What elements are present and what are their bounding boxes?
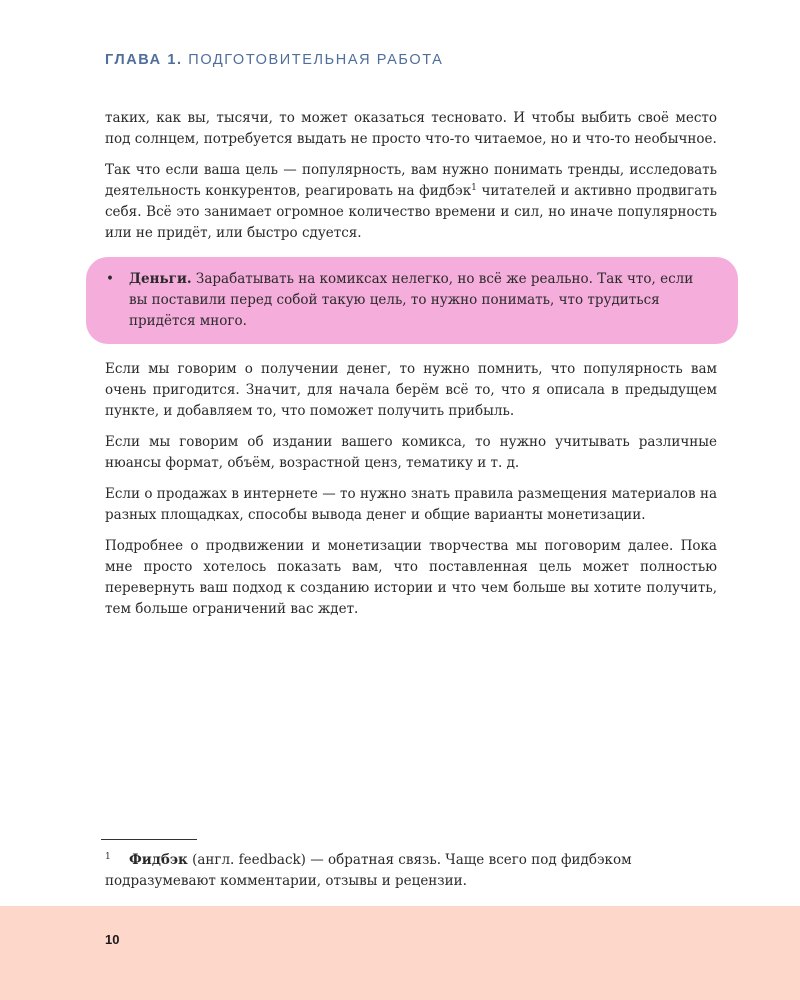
callout-list (106, 269, 710, 332)
paragraph: Если мы говорим об издании вашего комикса, то нужно учитывать различные нюансы формат, объём, возрастной ценз, тематику и т. д. (105, 434, 717, 471)
running-head (105, 52, 443, 68)
paragraph-text: читателей и активно продвигать себя. Всё это занимает огромное количество времени и сил, но иначе популярность или не придёт, или быстро сдуется. (105, 183, 717, 241)
paragraph: Если о продажах в интернете — то нужно знать правила размещения материалов на разных площадках, способы вывода денег и общие варианты монетизации. (105, 486, 717, 523)
callout-text: Зарабатывать на комиксах нелегко, но всё же реально. Так что, если вы поставили перед собой такую цель, то нужно понимать, что трудиться придётся много. (129, 271, 694, 329)
body-text-bottom (105, 359, 717, 630)
footnote-reference: 1 (471, 183, 477, 193)
callout-term: Деньги. (129, 271, 192, 287)
footnote-mark: 1 (105, 852, 111, 862)
footnote-divider (101, 839, 197, 840)
page-number: 10 (105, 932, 120, 947)
callout-list-item (106, 269, 710, 332)
footnote (105, 850, 717, 892)
body-text-top (105, 108, 717, 254)
footnote-term: Фидбэк (129, 852, 188, 868)
bullet-marker: • (106, 271, 114, 287)
paragraph (105, 160, 717, 244)
paragraph-text: Так что если ваша цель — популярность, вам нужно понимать тренды, исследовать деятельность конкурентов, реагировать на фидбэк (105, 162, 717, 199)
footnote-text: (англ. feedback) — обратная связь. Чаще всего под фидбэком подразумевают комментарии, отзывы и рецензии. (105, 852, 632, 889)
chapter-label: ГЛАВА 1. (105, 52, 183, 68)
chapter-title: ПОДГОТОВИТЕЛЬНАЯ РАБОТА (188, 52, 444, 68)
paragraph: Если мы говорим о получении денег, то нужно помнить, что популярность вам очень пригодится. Значит, для начала берём всё то, что я описала в предыдущем пункте, и добавляем то, что поможет получить прибыль. (105, 361, 717, 419)
paragraph: таких, как вы, тысячи, то может оказаться тесновато. И чтобы выбить своё место под солнцем, потребуется выдать не просто что-то читаемое, но и что-то необычное. (105, 110, 717, 147)
footer-band (0, 906, 800, 1000)
callout-box (86, 257, 738, 344)
paragraph: Подробнее о продвижении и монетизации творчества мы поговорим далее. Пока мне просто хотелось показать вам, что поставленная цель может полностью перевернуть ваш подход к созданию истории и что чем больше вы хотите получить, тем больше ограничений вас ждет. (105, 538, 717, 617)
